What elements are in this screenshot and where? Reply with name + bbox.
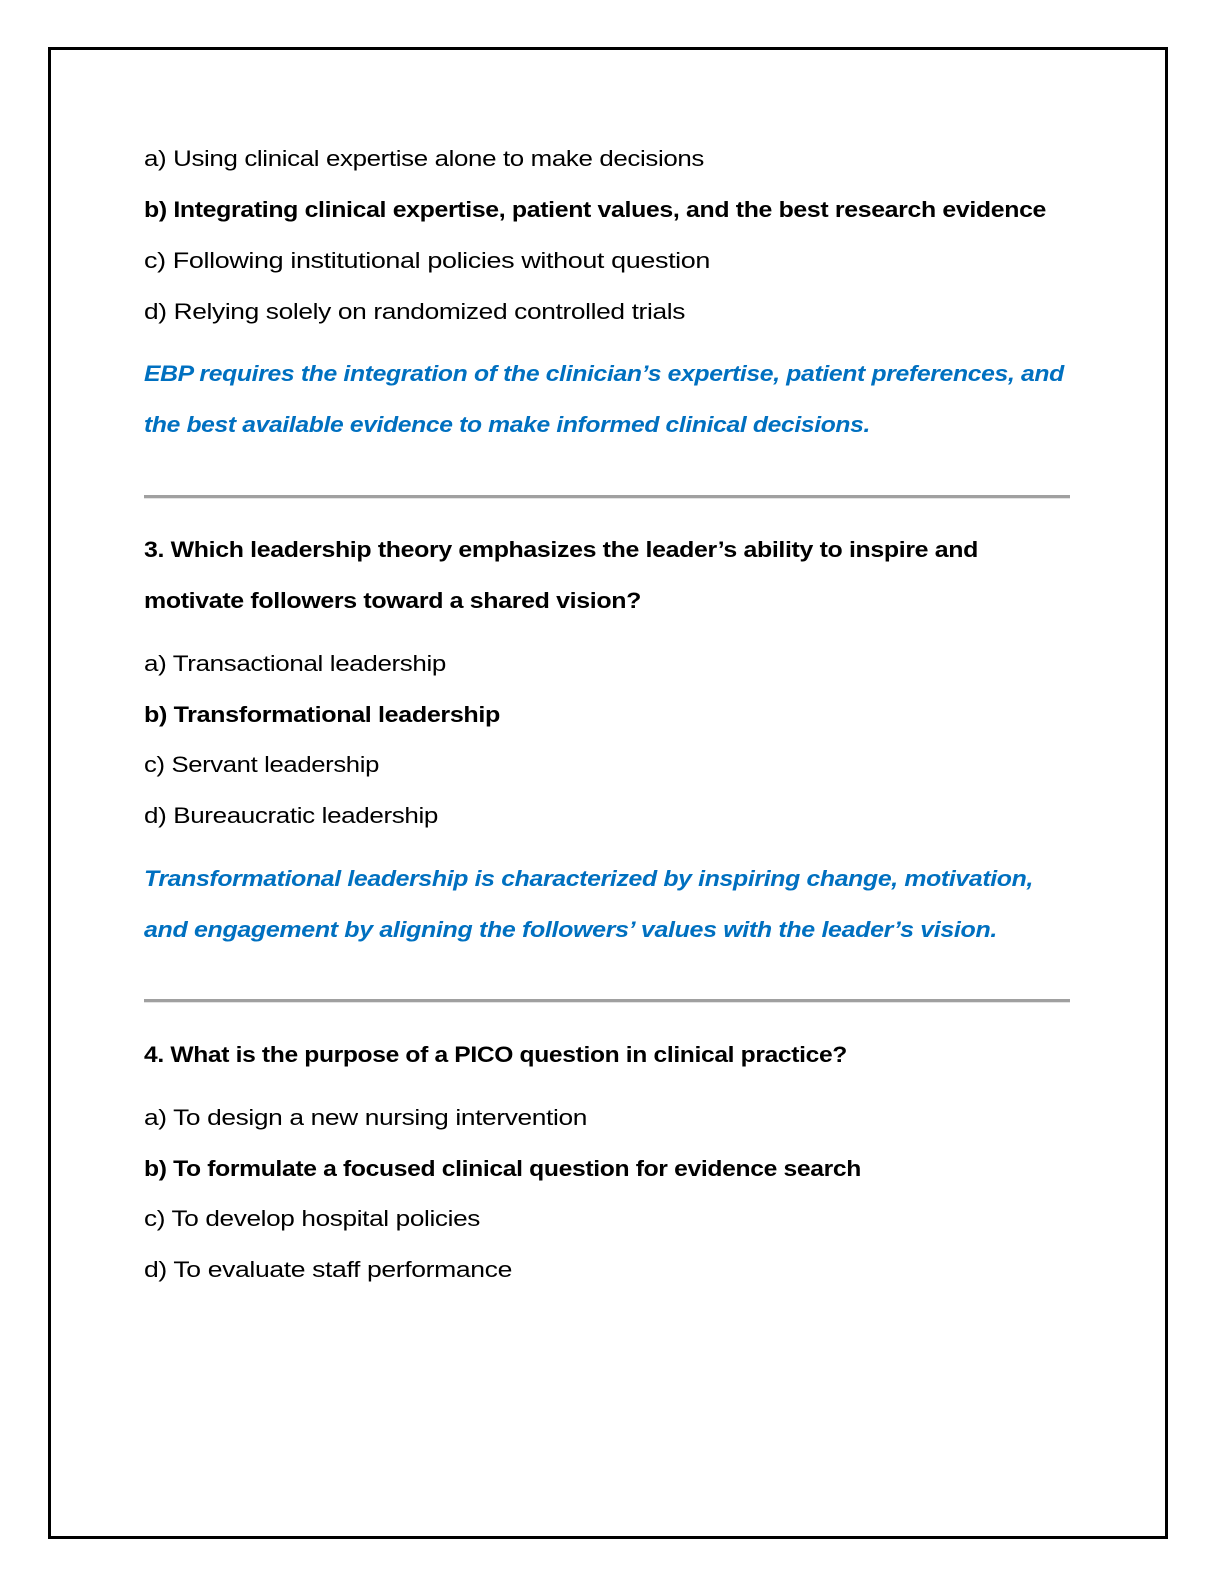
q3-option-a: a) Transactional leadership xyxy=(144,651,447,676)
q3-option-c: c) Servant leadership xyxy=(144,752,379,777)
q2-explanation-line-2: the best available evidence to make informed clinical decisions. xyxy=(144,412,871,437)
q2-option-b-correct: b) Integrating clinical expertise, patient values, and the best research evidence xyxy=(144,197,1047,222)
q4-question-line-1: 4. What is the purpose of a PICO question in clinical practice? xyxy=(144,1042,847,1067)
q2-option-a: a) Using clinical expertise alone to make decisions xyxy=(144,146,705,171)
q3-option-b-correct: b) Transformational leadership xyxy=(144,702,500,727)
q2-option-d: d) Relying solely on randomized controlled trials xyxy=(144,299,686,324)
q4-option-b-correct: b) To formulate a focused clinical question for evidence search xyxy=(144,1156,861,1181)
q4-option-d: d) To evaluate staff performance xyxy=(144,1257,512,1282)
q3-question-line-2: motivate followers toward a shared vision? xyxy=(144,588,642,613)
q3-explanation-line-2: and engagement by aligning the followers’ values with the leader’s vision. xyxy=(144,917,997,942)
q2-option-c: c) Following institutional policies without question xyxy=(144,248,711,273)
q4-option-c: c) To develop hospital policies xyxy=(144,1206,481,1231)
q3-question-line-1: 3. Which leadership theory emphasizes the leader’s ability to inspire and xyxy=(144,537,978,562)
q2-explanation-line-1: EBP requires the integration of the clinician’s expertise, patient preferences, and xyxy=(144,361,1064,386)
q3-explanation-line-1: Transformational leadership is characterized by inspiring change, motivation, xyxy=(144,866,1034,891)
q4-option-a: a) To design a new nursing intervention xyxy=(144,1105,587,1130)
q3-option-d: d) Bureaucratic leadership xyxy=(144,803,438,828)
section-divider xyxy=(144,999,1070,1003)
section-divider xyxy=(144,495,1070,499)
